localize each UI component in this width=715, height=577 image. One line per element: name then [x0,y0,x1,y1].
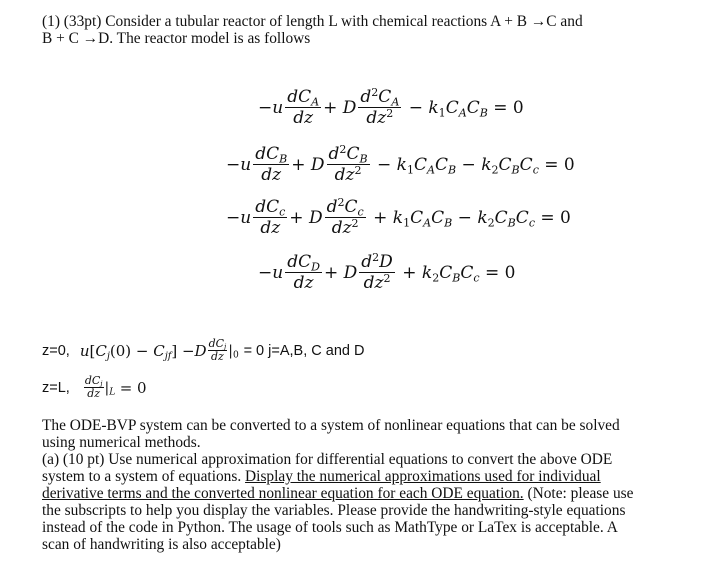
boundary-condition-zL [42,375,147,400]
part-a-line-2-underlined: Display the numerical approximations used for individual [245,468,601,485]
eq2-prefix: −u [226,154,252,175]
bc1-tail: = 0 j=A,B, C and D [243,342,365,359]
part-a-line-4: the subscripts to help you display the variables. Please provide the handwriting-style equations [42,502,626,519]
intro-line-1: (1) (33pt) Consider a tubular reactor of length L with chemical reactions A + B →C and [42,13,583,30]
eq3-d2C-dz2: $\frac{d^2C_c}{dz^2}$ [326,195,364,238]
eq1-d2C-dz2: $\frac{d^2C_A}{dz^2}$ [360,85,400,128]
eq3-rhs: + $k_1C_AC_B - k_2C_BC_c = 0$ [367,207,571,229]
eq2-d2C-dz2: $\frac{d^2C_B}{dz^2}$ [328,142,368,185]
eq1-dC-dz: $\frac{dC_A}{dz}$ [287,87,320,128]
part-a-line-1: (a) (10 pt) Use numerical approximation for differential equations to convert the above ODE [42,451,613,468]
part-a-line-6: scan of handwriting is also acceptable) [42,536,281,553]
eq3-dC-dz: $\frac{dC_c}{dz}$ [255,197,286,238]
eq1-rhs: − $k_1C_AC_B = 0$ [403,97,524,119]
boundary-condition-z0 [42,338,364,363]
eq4-prefix: −u [258,262,284,283]
part-a-line-3-underlined: derivative terms and the converted nonlinear equation for each ODE equation. [42,485,524,502]
eq3-prefix: −u [226,207,252,228]
part-a-line-2-plain: system to a system of equations. [42,468,246,485]
eq3-plus-d: + D [289,207,323,228]
body-line-2: using numerical methods. [42,434,201,451]
eq4-d2D-dz2: $\frac{d^2D}{dz^2}$ [361,250,393,293]
eq4-plus-d: + D [323,262,358,283]
body-line-1: The ODE-BVP system can be converted to a system of nonlinear equations that can be solved [42,417,620,434]
eq2-dC-dz: $\frac{dC_B}{dz}$ [255,144,288,185]
part-a-line-5: instead of the code in Python. The usage of tools such as MathType or LaTex is acceptable. A [42,519,618,536]
bc1-eval: $|_0$ [228,342,239,361]
bc2-tail: = 0 [119,378,147,397]
bc1-expression: $u[C_j(0) - C_{jf}] -D$ [79,341,207,362]
intro-line-2: B + C →D. The reactor model is as follows [42,30,311,47]
equation-b [226,142,575,185]
problem-intro [42,13,692,47]
bc2-label: z=L, [42,379,70,396]
bc2-derivative: $\frac{dC_j}{dz}$ [84,374,103,400]
equation-d [258,250,516,293]
equation-c [226,195,571,238]
bc1-label: z=0, [42,342,70,359]
part-a-line-3-plain: (Note: please use [523,485,634,502]
eq1-prefix: −u [258,97,284,118]
part-a-line-3 [42,485,692,502]
eq4-dC-dz: $\frac{dC_D}{dz}$ [287,252,320,293]
eq2-rhs: − $k_1C_AC_B - k_2C_BC_c = 0$ [371,154,575,176]
problem-body [42,417,692,553]
eq1-plus-d: + D [323,97,357,118]
eq2-plus-d: + D [291,154,325,175]
part-a-line-2 [42,468,692,485]
equation-a [258,85,524,128]
eq4-rhs: + $k_2C_BC_c = 0$ [396,262,516,284]
bc1-derivative: $\frac{dC_j}{dz}$ [208,337,227,363]
bc2-eval: $|_L$ [104,379,116,398]
